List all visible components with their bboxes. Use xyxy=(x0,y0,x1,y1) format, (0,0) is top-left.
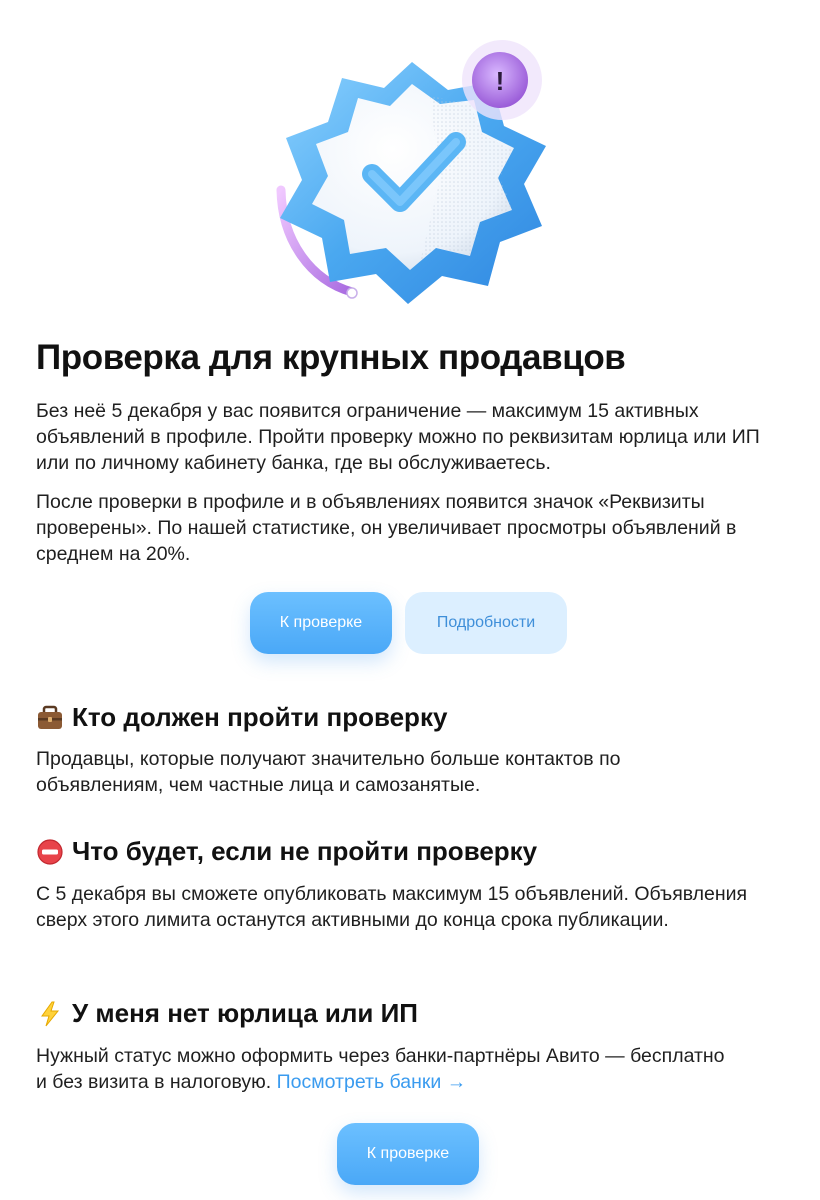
section-heading-who xyxy=(36,702,447,733)
intro-paragraph: Без неё 5 декабря у вас появится ограничение — максимум 15 активных объявлений в профиле. Пройти проверку можно по реквизитам юрлица или ИП или по личному кабинету банка, где вы обслуживаетесь. xyxy=(36,400,760,474)
section-text xyxy=(36,1043,736,1095)
section-heading-text: Что будет, если не пройти проверку xyxy=(72,836,538,866)
section-heading-consequences xyxy=(36,836,537,867)
verified-badge-icon xyxy=(0,0,820,330)
hero-illustration xyxy=(0,0,820,330)
section-text: Продавцы, которые получают значительно больше контактов по объявлениям, чем частные лица и самозанятые. xyxy=(36,748,621,796)
lightning-icon xyxy=(36,1000,64,1028)
section-text: С 5 декабря вы сможете опубликовать максимум 15 объявлений. Объявления сверх этого лимита останутся активными до конца срока публикации. xyxy=(36,883,748,931)
page-title: Проверка для крупных продавцов xyxy=(36,338,626,377)
section-heading-text: Кто должен пройти проверку xyxy=(72,702,448,732)
briefcase-icon xyxy=(36,704,64,732)
alert-icon: ! xyxy=(495,66,505,96)
section-heading-no-legal-entity xyxy=(36,998,418,1029)
intro-paragraph: После проверки в профиле и в объявлениях появится значок «Реквизиты проверены». По нашей статистике, он увеличивает просмотры объявлений в среднем на 20%. xyxy=(36,491,737,565)
section-heading-text: У меня нет юрлица или ИП xyxy=(72,998,418,1028)
check-button[interactable]: К проверке xyxy=(250,592,392,654)
details-button[interactable]: Подробности xyxy=(405,592,567,654)
check-button-bottom[interactable]: К проверке xyxy=(337,1123,479,1185)
section-text-body: Нужный статус можно оформить через банки-партнёры Авито — бесплатно и без визита в налоговую. xyxy=(36,1045,725,1093)
view-banks-link[interactable]: Посмотреть банки → xyxy=(276,1071,467,1093)
no-entry-icon xyxy=(36,838,64,866)
